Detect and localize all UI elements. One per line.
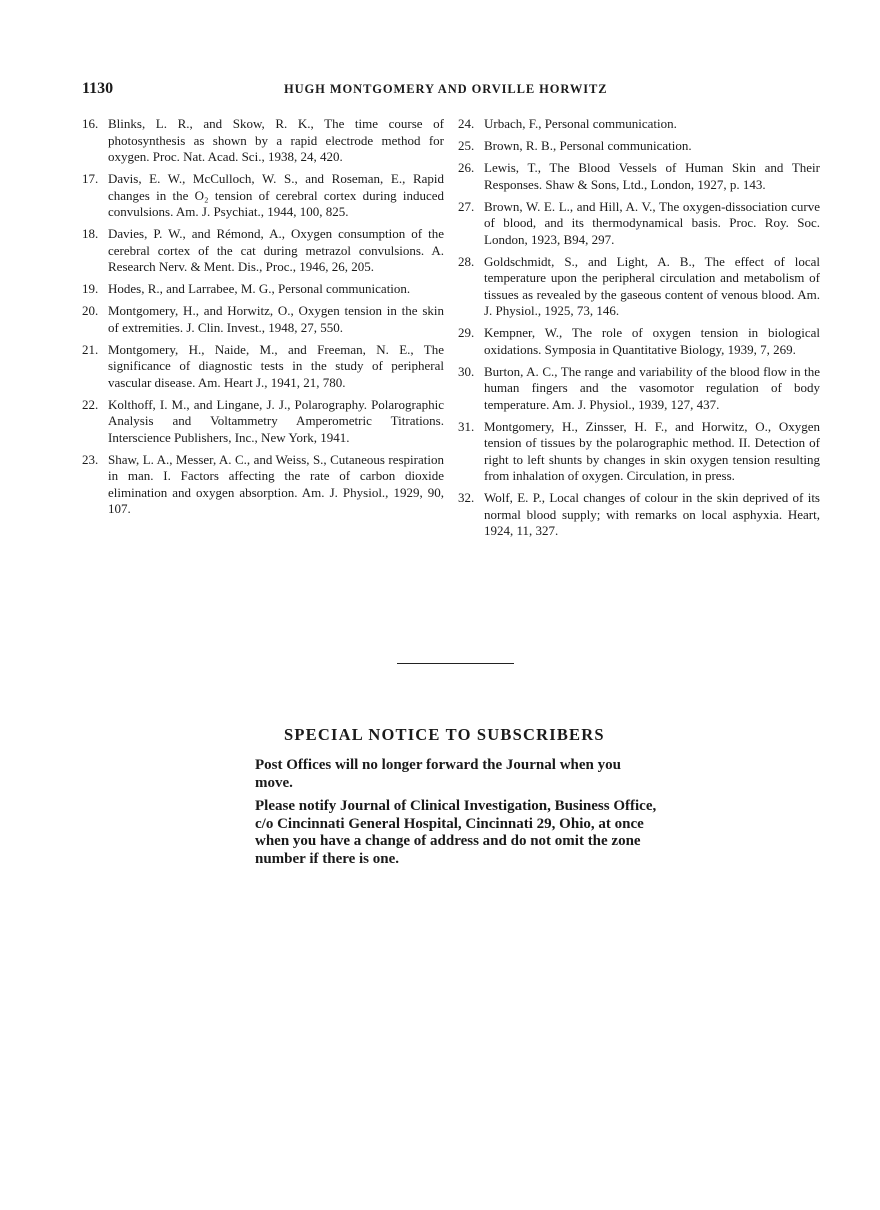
reference-number: 19. bbox=[82, 281, 99, 296]
reference-item bbox=[458, 199, 820, 249]
reference-item bbox=[82, 281, 444, 298]
reference-number: 30. bbox=[458, 363, 475, 379]
reference-item bbox=[458, 419, 820, 485]
reference-text: Brown, W. E. L., and Hill, A. V., The oxygen-dissociation curve of blood, and its thermodynamical basis. Proc. Roy. Soc. London, 1923, B94, 297. bbox=[484, 198, 820, 247]
reference-text: Wolf, E. P., Local changes of colour in the skin deprived of its normal blood supply; with remarks on local asphyxia. Heart, 1924, 11, 327. bbox=[484, 490, 820, 538]
reference-number: 24. bbox=[458, 116, 475, 131]
reference-text: Montgomery, H., Zinsser, H. F., and Horwitz, O., Oxygen tension of tissues by the polarographic method. II. Detection of right to left shunts by changes in skin oxygen tension resulting from inhalation of oxygen. Circulation, in press. bbox=[484, 418, 820, 483]
reference-number: 21. bbox=[82, 341, 99, 357]
reference-number: 23. bbox=[82, 451, 99, 467]
references-left-column bbox=[82, 116, 444, 523]
page-number: 1130 bbox=[82, 80, 114, 97]
reference-item bbox=[82, 397, 444, 447]
notice-title: SPECIAL NOTICE TO SUBSCRIBERS bbox=[284, 725, 605, 744]
reference-text: Kempner, W., The role of oxygen tension in biological oxidations. Symposia in Quantitative Biology, 1939, 7, 269. bbox=[484, 325, 820, 357]
reference-number: 29. bbox=[458, 325, 475, 340]
reference-number: 27. bbox=[458, 198, 475, 214]
reference-item bbox=[458, 160, 820, 193]
reference-item bbox=[82, 171, 444, 221]
reference-text: Urbach, F., Personal communication. bbox=[484, 116, 677, 131]
reference-text: Kolthoff, I. M., and Lingane, J. J., Polarography. Polarographic Analysis and Voltammetry Amperometric Titrations. Interscience Publishers, Inc., New York, 1941. bbox=[108, 396, 444, 445]
reference-number: 18. bbox=[82, 226, 99, 241]
reference-number: 31. bbox=[458, 418, 475, 434]
reference-item bbox=[82, 303, 444, 336]
reference-number: 17. bbox=[82, 171, 99, 186]
reference-text: Shaw, L. A., Messer, A. C., and Weiss, S., Cutaneous respiration in man. I. Factors affecting the rate of carbon dioxide elimination and oxygen absorption. Am. J. Physiol., 1929, 90, 107. bbox=[108, 451, 444, 516]
reference-text: Goldschmidt, S., and Light, A. B., The effect of local temperature upon the peripheral circulation and metabolism of tissues as revealed by the gaseous content of venous blood. Am. J. Physiol., 1925, 73, 146. bbox=[484, 253, 820, 318]
reference-item bbox=[458, 138, 820, 155]
reference-text: Montgomery, H., and Horwitz, O., Oxygen tension in the skin of extremities. J. Clin. Invest., 1948, 27, 550. bbox=[108, 303, 444, 335]
reference-item bbox=[458, 254, 820, 320]
reference-number: 20. bbox=[82, 303, 99, 318]
references-right-column bbox=[458, 116, 820, 545]
reference-text: Montgomery, H., Naide, M., and Freeman, N. E., The significance of diagnostic tests in the study of peripheral vascular disease. Am. Heart J., 1941, 21, 780. bbox=[108, 341, 444, 390]
reference-text: Blinks, L. R., and Skow, R. K., The time course of photosynthesis as shown by a rapid electrode method for oxygen. Proc. Nat. Acad. Sci., 1938, 24, 420. bbox=[108, 116, 444, 164]
reference-text: Lewis, T., The Blood Vessels of Human Skin and Their Responses. Shaw & Sons, Ltd., London, 1927, p. 143. bbox=[484, 160, 820, 192]
reference-text: Davis, E. W., McCulloch, W. S., and Roseman, E., Rapid changes in the O₂ tension of cerebral cortex during induced convulsions. Am. J. Psychiat., 1944, 100, 825. bbox=[108, 171, 444, 219]
reference-item bbox=[82, 452, 444, 518]
reference-item bbox=[82, 226, 444, 276]
reference-number: 16. bbox=[82, 116, 99, 131]
running-head: HUGH MONTGOMERY AND ORVILLE HORWITZ bbox=[284, 82, 608, 96]
reference-item bbox=[458, 364, 820, 414]
reference-number: 28. bbox=[458, 253, 475, 269]
reference-item bbox=[82, 116, 444, 166]
reference-number: 25. bbox=[458, 138, 475, 153]
reference-item bbox=[458, 490, 820, 540]
notice-paragraph-1: Post Offices will no longer forward the Journal when you move. bbox=[255, 757, 621, 791]
reference-item bbox=[458, 325, 820, 358]
reference-text: Hodes, R., and Larrabee, M. G., Personal communication. bbox=[108, 281, 411, 296]
reference-item bbox=[82, 342, 444, 392]
reference-text: Davies, P. W., and Rémond, A., Oxygen consumption of the cerebral cortex of the cat during metrazol convulsions. A. Research Nerv. & Ment. Dis., Proc., 1946, 26, 205. bbox=[108, 226, 444, 274]
section-divider bbox=[397, 663, 514, 664]
reference-number: 22. bbox=[82, 396, 99, 412]
reference-number: 26. bbox=[458, 160, 475, 175]
reference-text: Brown, R. B., Personal communication. bbox=[484, 138, 692, 153]
reference-text: Burton, A. C., The range and variability of the blood flow in the human fingers and the vasomotor regulation of body temperature. Am. J. Physiol., 1939, 127, 437. bbox=[484, 363, 820, 412]
reference-number: 32. bbox=[458, 490, 475, 505]
reference-item bbox=[458, 116, 820, 133]
notice-paragraph-2: Please notify Journal of Clinical Investigation, Business Office, c/o Cincinnati General Hospital, Cincinnati 29, Ohio, at once when you have a change of address and do not omit the zone number if there is one. bbox=[255, 798, 657, 867]
